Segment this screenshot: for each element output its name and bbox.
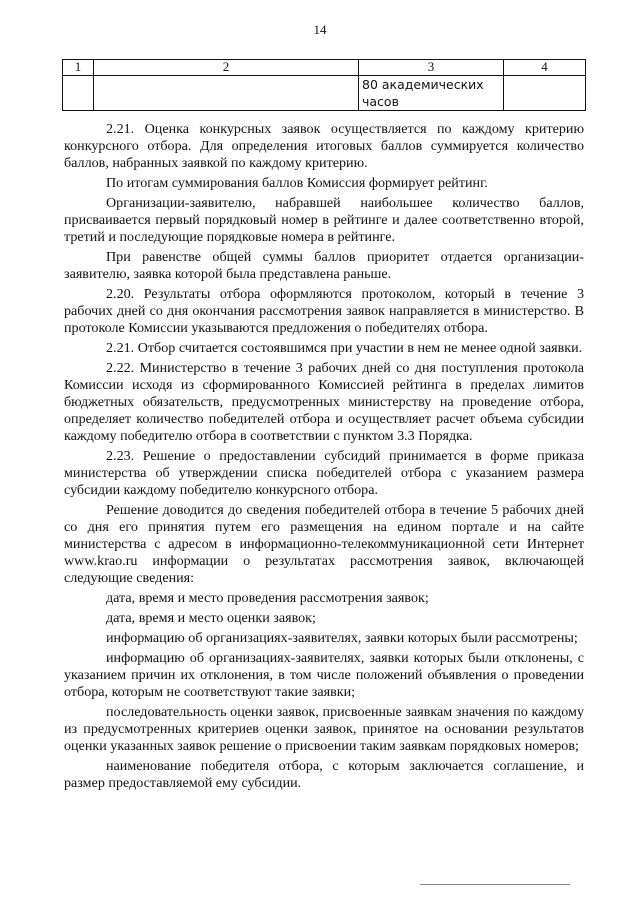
list-item: наименование победителя отбора, с которым заключается соглашение, и размер предоставляемой ему субсидии.: [64, 758, 584, 791]
list-item: дата, время и место проведения рассмотрения заявок;: [106, 590, 429, 606]
table-cell: [504, 76, 586, 111]
list-item: дата, время и место оценки заявок;: [106, 610, 316, 626]
table-cell-hours: 80 академических часов: [359, 76, 504, 111]
paragraph-announcement: Решение доводится до сведения победителей отбора в течение 5 рабочих дней со дня его принятия путем его размещения на едином портале и на сайте министерства с адресом в информационно-телекоммуникационной сети Интернет www.krao.ru информации о результатах рассмотрения заявок, включающей следующие сведения:: [64, 502, 584, 586]
paragraph-2-20-protocol: 2.20. Результаты отбора оформляются протоколом, который в течение 3 рабочих дней со дня окончания рассмотрения заявок направляется в министерство. В протоколе Комиссии указываются предложения о победителях отбора.: [64, 286, 584, 336]
paragraph-2-21-evaluation: 2.21. Оценка конкурсных заявок осуществляется по каждому критерию конкурсного отбора. Для определения итоговых баллов суммируется количество баллов, набранных заявкой по каждому критерию.: [64, 121, 584, 171]
paragraph-2-23-decision: 2.23. Решение о предоставлении субсидий принимается в форме приказа министерства об утверждении списка победителей отбора с указанием размера субсидии каждому победителю конкурсного отбора.: [64, 448, 584, 498]
paragraph-first-place: Организации-заявителю, набравшей наибольшее количество баллов, присваивается первый порядковый номер в рейтинге и далее соответственно второй, третий и последующие порядковые номера в рейтинге.: [64, 195, 584, 245]
paragraph-rating: По итогам суммирования баллов Комиссия формирует рейтинг.: [106, 175, 488, 191]
paragraph-equal-score: При равенстве общей суммы баллов приоритет отдается организации-заявителю, заявка которой была представлена раньше.: [64, 249, 584, 282]
document-body: [64, 121, 584, 792]
table-header-cell: 2: [94, 60, 359, 76]
table-header-cell: 3: [359, 60, 504, 76]
list-item: последовательность оценки заявок, присвоенные заявкам значения по каждому из предусмотренных критериев оценки заявок, принятое на основании результатов оценки указанных заявок решение о присвоении таким заявкам порядковых номеров;: [64, 704, 584, 754]
table-cell: [63, 76, 94, 111]
table-row: [63, 76, 586, 111]
list-item: информацию об организациях-заявителях, заявки которых были рассмотрены;: [106, 630, 578, 646]
scan-edge-line: [420, 884, 570, 885]
page-number: 14: [313, 22, 327, 37]
list-item: информацию об организациях-заявителях, заявки которых были отклонены, с указанием причин их отклонения, в том числе положений объявления о проведении отбора, которым не соответствуют такие заявки;: [64, 650, 584, 700]
table-header-cell: 4: [504, 60, 586, 76]
continuation-table: [62, 59, 586, 111]
table-header-cell: 1: [63, 60, 94, 76]
table-header-row: [63, 60, 586, 76]
paragraph-2-22-ministry: 2.22. Министерство в течение 3 рабочих дней со дня поступления протокола Комиссии исходя из сформированного Комиссией рейтинга в пределах лимитов бюджетных обязательств, предусмотренных министерству на проведение отбора, определяет количество победителей отбора и осуществляет расчет объема субсидии каждому победителю отбора в соответствии с пунктом 3.3 Порядка.: [64, 360, 584, 444]
paragraph-2-21-valid: 2.21. Отбор считается состоявшимся при участии в нем не менее одной заявки.: [106, 340, 583, 356]
table-cell: [94, 76, 359, 111]
